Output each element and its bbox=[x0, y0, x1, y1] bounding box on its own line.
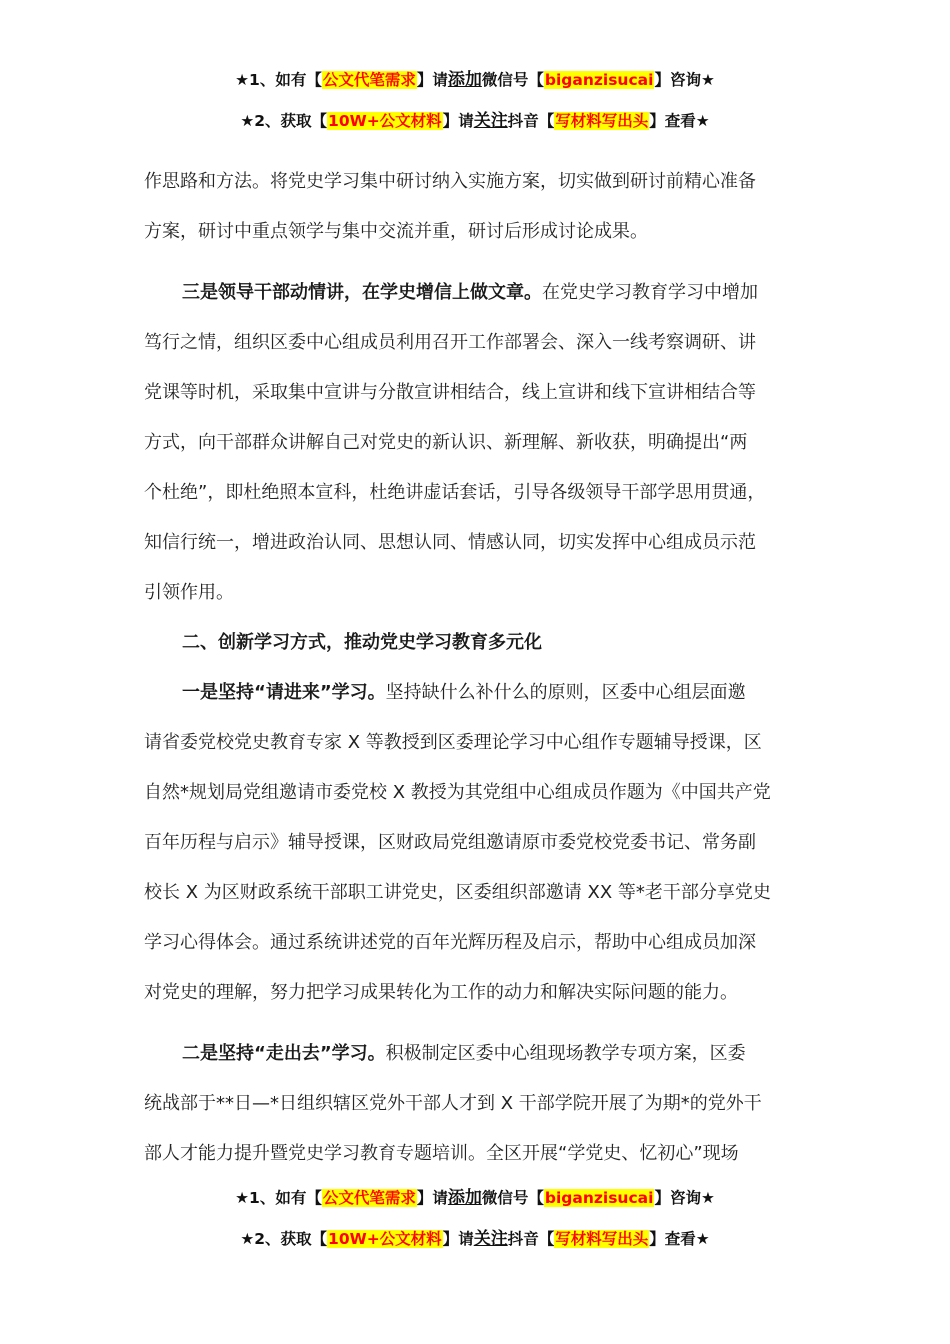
banner-text: 】请 bbox=[442, 112, 474, 130]
banner-text: 抖音【 bbox=[507, 1230, 555, 1248]
paragraph-line: 方式，向干部群众讲解自己对党史的新认识、新理解、新收获，明确提出“两 bbox=[144, 432, 748, 453]
paragraph-line: 知信行统一，增进政治认同、思想认同、情感认同，切实发挥中心组成员示范 bbox=[144, 532, 756, 553]
paragraph-line: 请省委党校党史教育专家 X 等教授到区委理论学习中心组作专题辅导授课，区 bbox=[144, 732, 762, 753]
banner-text: ★1、如有【 bbox=[235, 1189, 322, 1207]
bottom-banner-line-2 bbox=[0, 1228, 950, 1250]
paragraph-first-line bbox=[144, 268, 824, 318]
banner-text: 抖音【 bbox=[507, 112, 555, 130]
paragraph-lead: 三是领导干部动情讲，在学史增信上做文章。 bbox=[182, 282, 542, 303]
banner-text: ★2、获取【 bbox=[240, 112, 328, 130]
top-banner-line-2 bbox=[0, 110, 950, 132]
document-body bbox=[144, 157, 824, 1179]
paragraph-text: 在党史学习教育学习中增加 bbox=[542, 282, 758, 303]
banner-douyin-id: 写材料写出头 bbox=[555, 1230, 649, 1248]
paragraph-line: 党课等时机，采取集中宣讲与分散宣讲相结合，线上宣讲和线下宣讲相结合等 bbox=[144, 382, 756, 403]
paragraph-line: 统战部于**日—*日组织辖区党外干部人才到 X 干部学院开展了为期*的党外干 bbox=[144, 1093, 762, 1114]
paragraph-line: 方案，研讨中重点领学与集中交流并重，研讨后形成讨论成果。 bbox=[144, 221, 648, 242]
paragraph-line: 个杜绝”，即杜绝照本宣科，杜绝讲虚话套话，引导各级领导干部学思用贯通， bbox=[144, 482, 766, 503]
banner-highlight: 公文代笔需求 bbox=[322, 71, 416, 89]
banner-text: 微信号【 bbox=[481, 1189, 544, 1207]
paragraph-first-line bbox=[144, 668, 824, 718]
paragraph-line: 自然*规划局党组邀请市委党校 X 教授为其党组中心组成员作题为《中国共产党 bbox=[144, 782, 771, 803]
banner-text: 】请 bbox=[416, 71, 448, 89]
bottom-banner-line-1 bbox=[0, 1187, 950, 1209]
banner-text: 】咨询★ bbox=[654, 1189, 715, 1207]
paragraph-line: 作思路和方法。将党史学习集中研讨纳入实施方案，切实做到研讨前精心准备 bbox=[144, 171, 756, 192]
paragraph-text: 积极制定区委中心组现场教学专项方案，区委 bbox=[385, 1043, 746, 1064]
banner-text: ★1、如有【 bbox=[235, 71, 322, 89]
banner-text: 】请 bbox=[416, 1189, 448, 1207]
paragraph-first-line bbox=[144, 1029, 824, 1079]
paragraph-lead: 二是坚持“走出去”学习。 bbox=[182, 1043, 386, 1064]
banner-underlined: 添加 bbox=[447, 1188, 482, 1208]
paragraph-line: 引领作用。 bbox=[144, 582, 234, 603]
paragraph-lead: 一是坚持“请进来”学习。 bbox=[182, 682, 386, 703]
section-heading: 二、创新学习方式，推动党史学习教育多元化 bbox=[182, 632, 542, 653]
banner-underlined: 添加 bbox=[447, 70, 482, 90]
banner-text: 微信号【 bbox=[481, 71, 544, 89]
banner-text: 】请 bbox=[442, 1230, 474, 1248]
top-banner-line-1 bbox=[0, 69, 950, 91]
banner-highlight: 公文代笔需求 bbox=[322, 1189, 416, 1207]
banner-wechat-id: biganzisucai bbox=[544, 1189, 654, 1207]
paragraph-text: 坚持缺什么补什么的原则，区委中心组层面邀 bbox=[385, 682, 746, 703]
paragraph-line: 百年历程与启示》辅导授课，区财政局党组邀请原市委党校党委书记、常务副 bbox=[144, 832, 756, 853]
banner-text: 】咨询★ bbox=[654, 71, 715, 89]
banner-douyin-id: 写材料写出头 bbox=[555, 112, 649, 130]
paragraph-line: 对党史的理解，努力把学习成果转化为工作的动力和解决实际问题的能力。 bbox=[144, 982, 738, 1003]
banner-text: ★2、获取【 bbox=[240, 1230, 328, 1248]
banner-text: 】查看★ bbox=[649, 112, 710, 130]
paragraph-line: 学习心得体会。通过系统讲述党的百年光辉历程及启示，帮助中心组成员加深 bbox=[144, 932, 756, 953]
paragraph-line: 校长 X 为区财政系统干部职工讲党史，区委组织部邀请 XX 等*老干部分享党史 bbox=[144, 882, 771, 903]
banner-underlined: 关注 bbox=[473, 1229, 508, 1249]
paragraph-line: 部人才能力提升暨党史学习教育专题培训。全区开展“学党史、忆初心”现场 bbox=[144, 1143, 739, 1164]
banner-underlined: 关注 bbox=[473, 111, 508, 131]
banner-highlight: 10W+公文材料 bbox=[328, 1230, 442, 1248]
banner-wechat-id: biganzisucai bbox=[544, 71, 654, 89]
banner-highlight: 10W+公文材料 bbox=[328, 112, 442, 130]
paragraph-line: 笃行之情，组织区委中心组成员利用召开工作部署会、深入一线考察调研、讲 bbox=[144, 332, 756, 353]
banner-text: 】查看★ bbox=[649, 1230, 710, 1248]
